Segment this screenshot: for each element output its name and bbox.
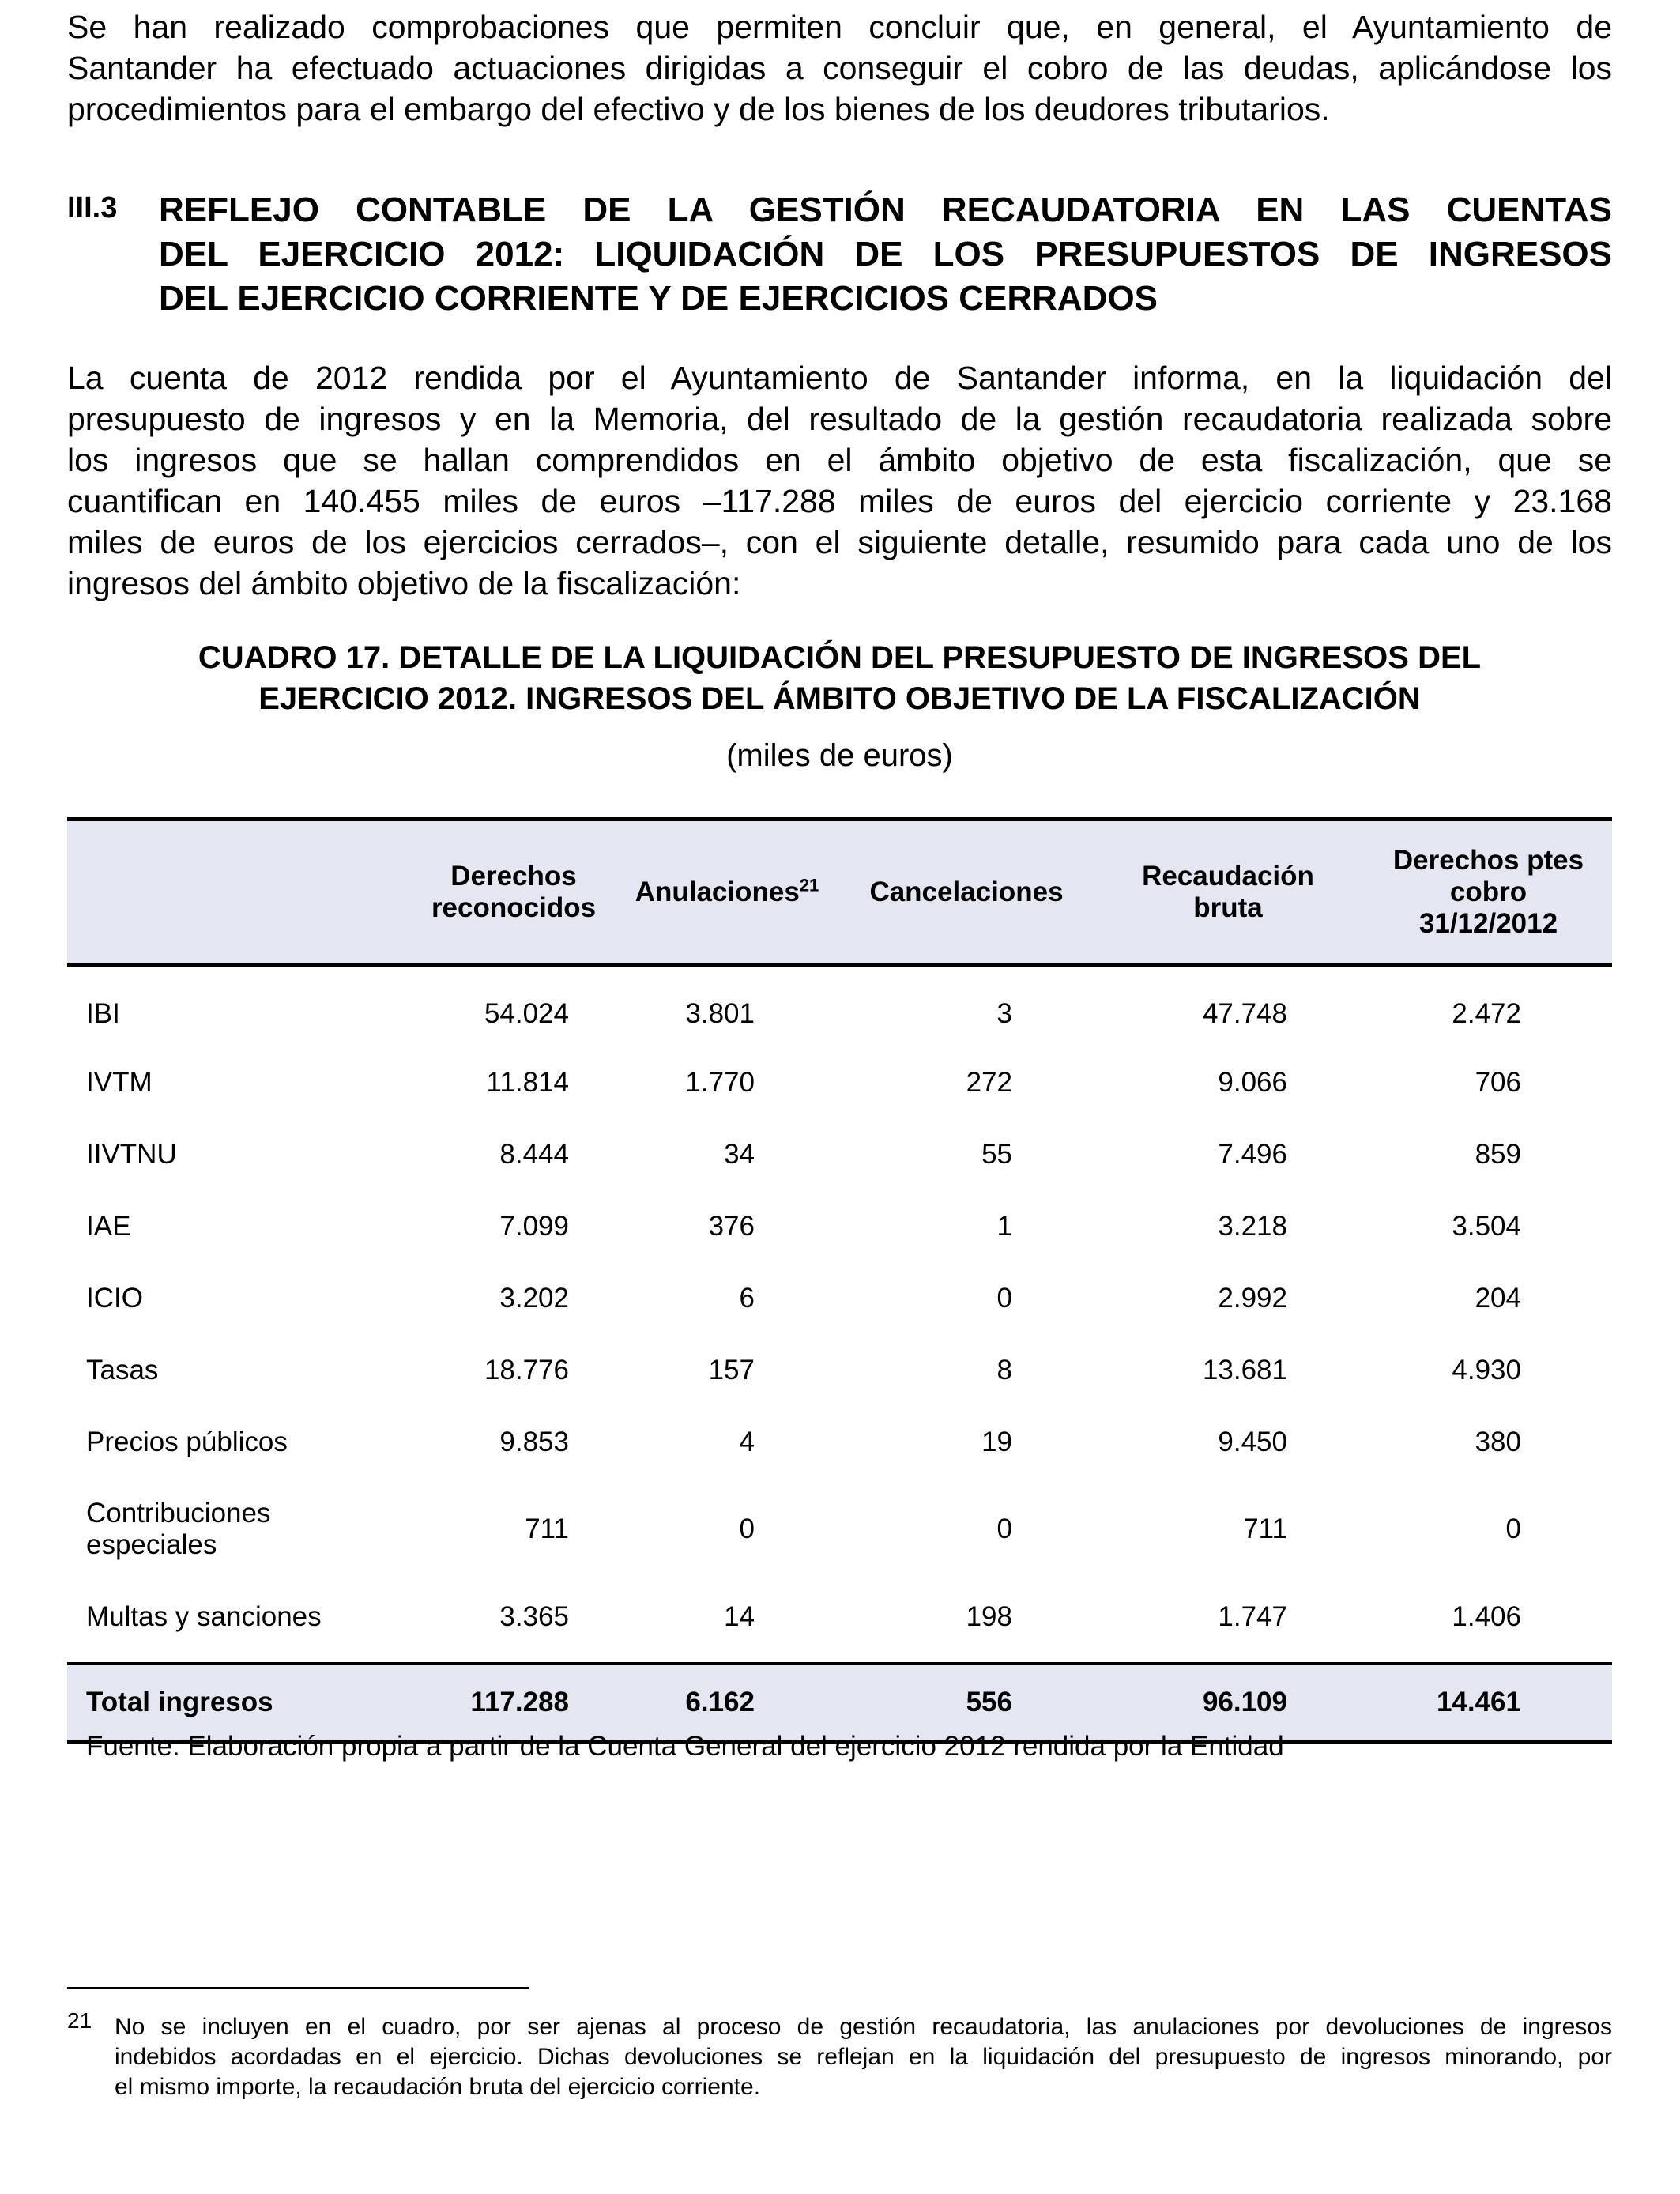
cell-cancelaciones: 1 — [996, 1210, 1012, 1242]
cell-derechos: 8.444 — [499, 1138, 569, 1170]
cell-anulaciones: 0 — [739, 1514, 755, 1544]
cell-anulaciones: 376 — [708, 1210, 755, 1242]
cell-recaudacion: 9.450 — [1218, 1426, 1287, 1457]
cell-pendientes: 859 — [1475, 1138, 1521, 1170]
table-row — [67, 1334, 1612, 1406]
body-line: La cuenta de 2012 rendida por el Ayuntamiento de Santander informa, en la liquidación del — [67, 360, 1612, 396]
footnote-line: indebidos acordadas en el ejercicio. Dichas devoluciones se reflejan en la liquidación del presupuesto de ingresos minorando, por — [115, 2044, 1612, 2070]
header-recaudacion-line: Recaudación — [1142, 861, 1314, 892]
cell-pendientes: 3.504 — [1452, 1210, 1521, 1242]
table-row — [67, 1118, 1612, 1190]
cell-cancelaciones: 55 — [981, 1138, 1012, 1170]
table-units: (miles de euros) — [726, 738, 953, 773]
section-title-line: DEL EJERCICIO 2012: LIQUIDACIÓN DE LOS PRESUPUESTOS DE INGRESOS — [159, 235, 1612, 273]
table-row — [67, 1581, 1612, 1664]
cell-anulaciones: 14 — [724, 1600, 755, 1632]
cell-recaudacion: 9.066 — [1218, 1066, 1287, 1098]
header-cancelaciones: Cancelaciones — [842, 820, 1091, 966]
row-label — [67, 1478, 415, 1581]
cell-pendientes: 2.472 — [1452, 998, 1521, 1029]
footnote-text — [115, 2012, 1612, 2102]
total-cancelaciones: 556 — [842, 1664, 1091, 1742]
table-caption-line: EJERCICIO 2012. INGRESOS DEL ÁMBITO OBJETIVO DE LA FISCALIZACIÓN — [258, 681, 1421, 716]
cell-pendientes: 204 — [1475, 1282, 1521, 1314]
header-anulaciones — [612, 820, 842, 966]
table-row — [67, 966, 1612, 1047]
total-derechos: 117.288 — [415, 1664, 612, 1742]
table-row — [67, 1262, 1612, 1334]
header-pendientes — [1365, 820, 1612, 966]
row-label: IVTM — [86, 1066, 153, 1098]
cell-anulaciones: 6 — [739, 1282, 755, 1314]
row-label: IIVTNU — [86, 1138, 177, 1170]
cell-pendientes: 380 — [1475, 1426, 1521, 1457]
cell-cancelaciones: 3 — [996, 998, 1012, 1029]
header-recaudacion-line: bruta — [1193, 892, 1263, 923]
cell-cancelaciones: 272 — [966, 1066, 1012, 1098]
cell-cancelaciones: 0 — [996, 1514, 1012, 1544]
cell-anulaciones: 1.770 — [685, 1066, 755, 1098]
intro-line: procedimientos para el embargo del efectivo y de los bienes de los deudores tributarios. — [67, 91, 1330, 127]
intro-line: Se han realizado comprobaciones que permiten concluir que, en general, el Ayuntamiento de — [67, 9, 1612, 45]
cell-anulaciones: 34 — [724, 1138, 755, 1170]
cell-derechos: 711 — [525, 1514, 569, 1544]
table-row — [67, 1190, 1612, 1262]
cell-derechos: 3.202 — [499, 1282, 569, 1314]
header-concept — [67, 820, 415, 966]
cell-anulaciones: 157 — [708, 1354, 755, 1385]
row-label: Multas y sanciones — [86, 1600, 322, 1632]
section-number: III.3 — [67, 191, 118, 224]
cell-anulaciones: 4 — [739, 1426, 755, 1457]
cell-derechos: 18.776 — [484, 1354, 569, 1385]
footnote-separator — [67, 1987, 529, 1989]
cell-derechos: 3.365 — [499, 1600, 569, 1632]
footnote-ref: 21 — [799, 875, 819, 895]
header-pendientes-line: Derechos ptes — [1392, 845, 1584, 876]
table-row — [67, 1478, 1612, 1581]
row-label: Precios públicos — [86, 1426, 288, 1457]
body-line: miles de euros de los ejercicios cerrados–, con el siguiente detalle, resumido para cada uno de los — [67, 524, 1612, 560]
cell-pendientes: 4.930 — [1452, 1354, 1521, 1385]
footnote-line: el mismo importe, la recaudación bruta del ejercicio corriente. — [115, 2074, 761, 2100]
table-caption — [67, 637, 1612, 719]
cell-recaudacion: 47.748 — [1202, 998, 1287, 1029]
intro-paragraph — [67, 6, 1612, 130]
table-row — [67, 1406, 1612, 1478]
cell-recaudacion: 7.496 — [1218, 1138, 1287, 1170]
row-label: IBI — [86, 998, 120, 1029]
cell-cancelaciones: 19 — [981, 1426, 1012, 1457]
footnote-number: 21 — [67, 2008, 92, 2033]
header-anulaciones-label: Anulaciones — [635, 876, 800, 907]
source-note: Fuente: Elaboración propia a partir de la Cuenta General del ejercicio 2012 rendida por la Entidad — [86, 1731, 1284, 1762]
footnote-line: No se incluyen en el cuadro, por ser ajenas al proceso de gestión recaudatoria, las anulaciones por devoluciones de ingresos — [115, 2014, 1612, 2040]
income-table — [67, 817, 1612, 1744]
cell-anulaciones: 3.801 — [685, 998, 755, 1029]
cell-pendientes: 706 — [1475, 1066, 1521, 1098]
cell-pendientes: 0 — [1505, 1514, 1521, 1544]
header-pendientes-line: 31/12/2012 — [1418, 908, 1558, 939]
cell-pendientes: 1.406 — [1452, 1600, 1521, 1632]
cell-recaudacion: 711 — [1243, 1514, 1287, 1544]
cell-cancelaciones: 0 — [996, 1282, 1012, 1314]
cell-derechos: 54.024 — [484, 998, 569, 1029]
row-label-line: especiales — [86, 1529, 217, 1560]
row-label: ICIO — [86, 1282, 143, 1314]
section-title-line: REFLEJO CONTABLE DE LA GESTIÓN RECAUDATORIA EN LAS CUENTAS — [159, 190, 1612, 229]
section-title — [159, 188, 1612, 321]
total-recaudacion: 96.109 — [1091, 1664, 1365, 1742]
total-row — [67, 1664, 1612, 1742]
body-line: presupuesto de ingresos y en la Memoria, del resultado de la gestión recaudatoria realizada sobre — [67, 401, 1612, 437]
cell-derechos: 11.814 — [486, 1066, 569, 1098]
row-label: Tasas — [86, 1354, 159, 1385]
header-derechos-line: reconocidos — [431, 892, 597, 923]
body-line: cuantifican en 140.455 miles de euros –117.288 miles de euros del ejercicio corriente y 23.168 — [67, 483, 1612, 519]
footnote — [67, 2008, 1612, 2102]
cell-derechos: 7.099 — [499, 1210, 569, 1242]
cell-recaudacion: 1.747 — [1218, 1600, 1287, 1632]
table-header-row — [67, 820, 1612, 966]
header-recaudacion — [1091, 820, 1365, 966]
table-caption-line: CUADRO 17. DETALLE DE LA LIQUIDACIÓN DEL PRESUPUESTO DE INGRESOS DEL — [198, 640, 1482, 675]
cell-derechos: 9.853 — [499, 1426, 569, 1457]
section-title-line: DEL EJERCICIO CORRIENTE Y DE EJERCICIOS CERRADOS — [159, 279, 1158, 318]
total-label: Total ingresos — [67, 1664, 415, 1742]
body-paragraph — [67, 357, 1612, 604]
row-label-line: Contribuciones — [86, 1498, 271, 1529]
header-derechos-line: Derechos — [450, 861, 577, 892]
total-anulaciones: 6.162 — [612, 1664, 842, 1742]
body-line: ingresos del ámbito objetivo de la fiscalización: — [67, 565, 741, 601]
header-derechos — [415, 820, 612, 966]
total-pendientes: 14.461 — [1365, 1664, 1612, 1742]
cell-recaudacion: 3.218 — [1218, 1210, 1287, 1242]
row-label: IAE — [86, 1210, 131, 1242]
cell-recaudacion: 2.992 — [1218, 1282, 1287, 1314]
intro-line: Santander ha efectuado actuaciones dirigidas a conseguir el cobro de las deudas, aplicándose los — [67, 50, 1612, 86]
cell-recaudacion: 13.681 — [1202, 1354, 1287, 1385]
header-pendientes-line: cobro — [1449, 876, 1527, 907]
cell-cancelaciones: 198 — [966, 1600, 1012, 1632]
table-row — [67, 1046, 1612, 1118]
cell-cancelaciones: 8 — [996, 1354, 1012, 1385]
body-line: los ingresos que se hallan comprendidos en el ámbito objetivo de esta fiscalización, que se — [67, 442, 1612, 478]
